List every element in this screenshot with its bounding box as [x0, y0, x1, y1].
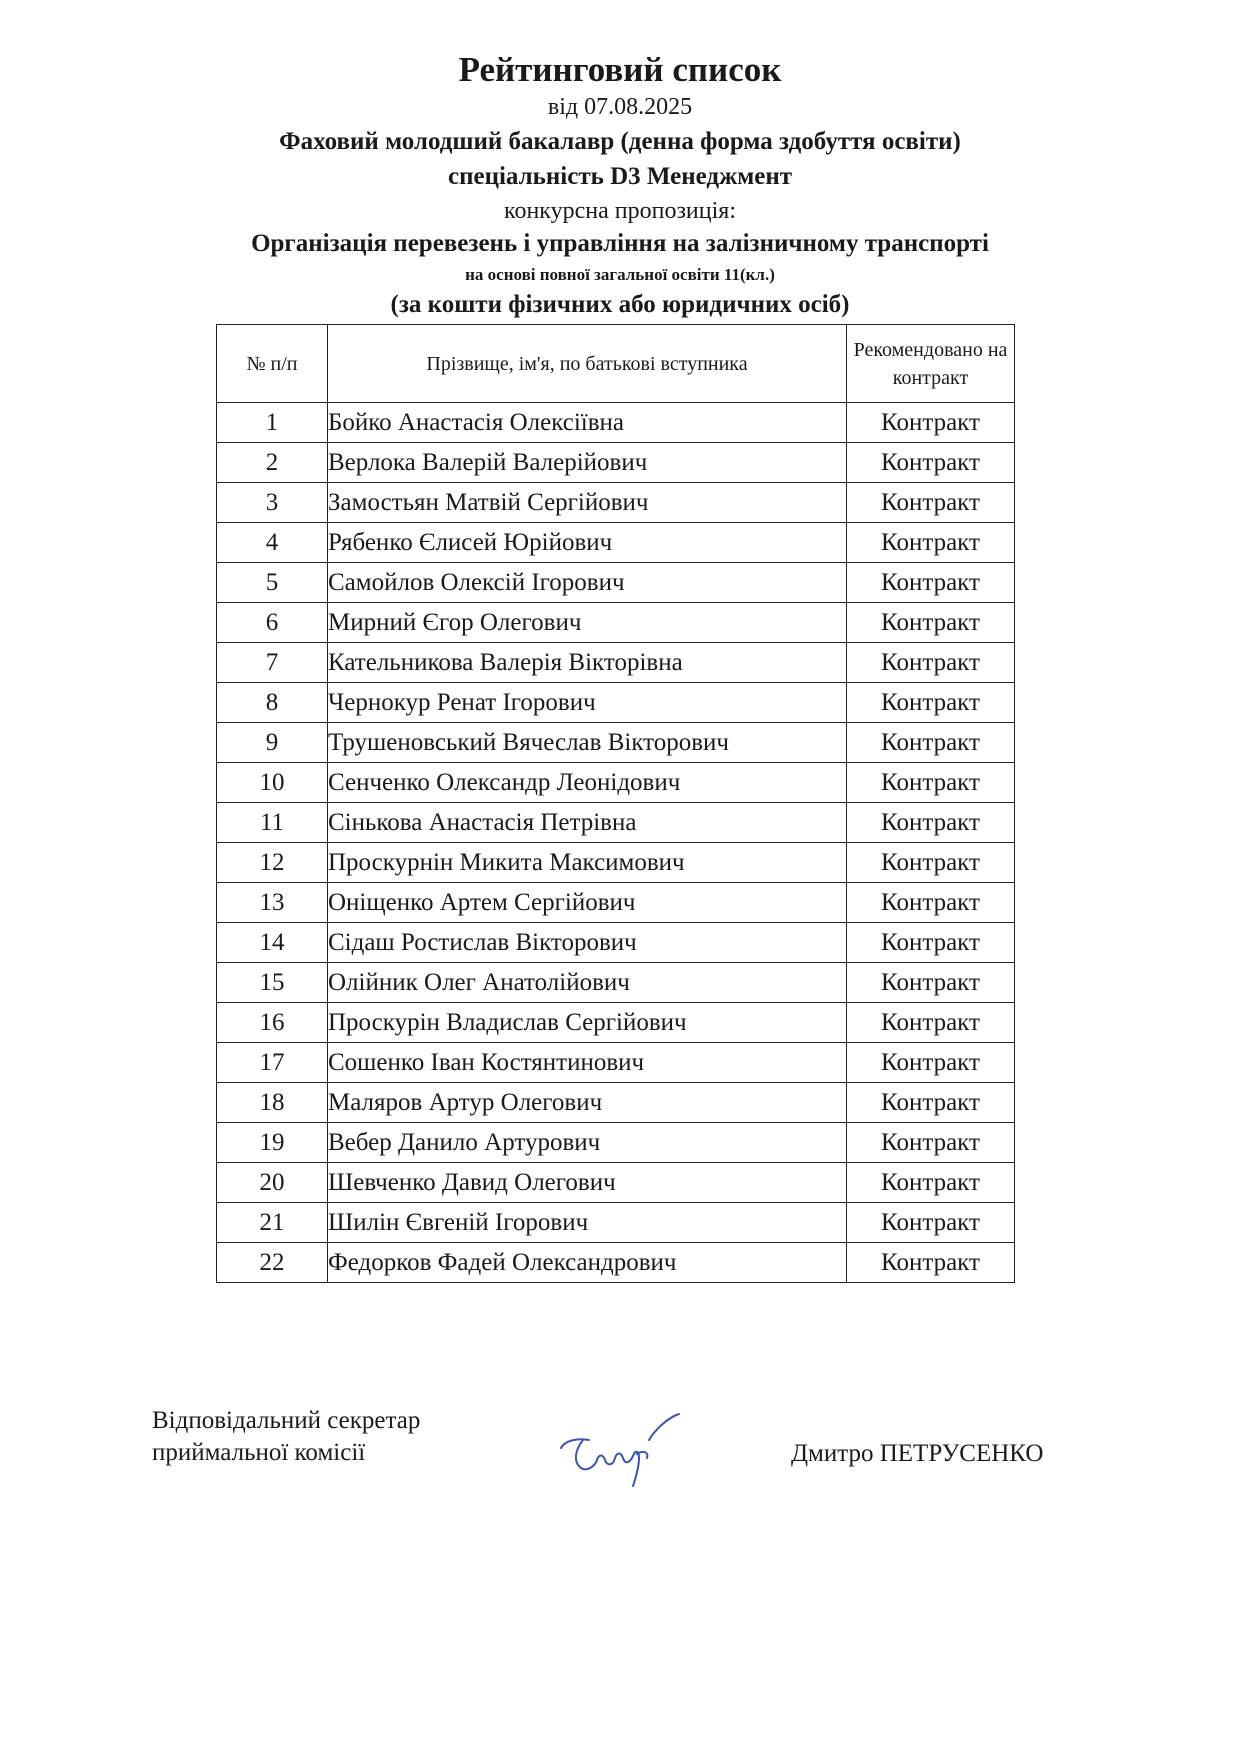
signatory-role: [152, 1405, 420, 1469]
recommendation: Контракт: [847, 563, 1015, 603]
education-basis: на основі повної загальної освіти 11(кл.): [465, 265, 775, 284]
applicant-name: Самойлов Олексій Ігорович: [328, 563, 847, 603]
recommendation: Контракт: [847, 923, 1015, 963]
applicant-name: Рябенко Єлисей Юрійович: [328, 523, 847, 563]
document-date: від 07.08.2025: [547, 94, 693, 120]
column-header-number: № п/п: [217, 325, 328, 403]
recommendation: Контракт: [847, 843, 1015, 883]
table-row: [217, 563, 1015, 603]
table-row: [217, 403, 1015, 443]
recommendation: Контракт: [847, 523, 1015, 563]
table-row: [217, 763, 1015, 803]
recommendation: Контракт: [847, 403, 1015, 443]
competitive-offer: Організація перевезень і управління на залізничному транспорті: [251, 230, 989, 257]
row-number: 13: [217, 883, 328, 923]
row-number: 22: [217, 1243, 328, 1283]
row-number: 16: [217, 1003, 328, 1043]
recommendation: Контракт: [847, 723, 1015, 763]
table-header-row: [217, 325, 1015, 403]
table-row: [217, 1083, 1015, 1123]
applicant-name: Проскурін Владислав Сергійович: [328, 1003, 847, 1043]
table-row: [217, 1203, 1015, 1243]
table-row: [217, 1003, 1015, 1043]
applicant-name: Замостьян Матвій Сергійович: [328, 483, 847, 523]
applicant-name: Шевченко Давид Олегович: [328, 1163, 847, 1203]
applicant-name: Сідаш Ростислав Вікторович: [328, 923, 847, 963]
applicant-name: Верлока Валерій Валерійович: [328, 443, 847, 483]
table-row: [217, 443, 1015, 483]
table-row: [217, 1243, 1015, 1283]
recommendation: Контракт: [847, 1043, 1015, 1083]
table-row: [217, 523, 1015, 563]
table-row: [217, 1043, 1015, 1083]
applicant-name: Кательникова Валерія Вікторівна: [328, 643, 847, 683]
recommendation: Контракт: [847, 963, 1015, 1003]
recommendation: Контракт: [847, 1163, 1015, 1203]
table-row: [217, 843, 1015, 883]
recommendation: Контракт: [847, 763, 1015, 803]
table-row: [217, 923, 1015, 963]
applicant-name: Чернокур Ренат Ігорович: [328, 683, 847, 723]
handwritten-signature: [553, 1410, 693, 1490]
recommendation: Контракт: [847, 1243, 1015, 1283]
applicant-name: Мирний Єгор Олегович: [328, 603, 847, 643]
recommendation: Контракт: [847, 1123, 1015, 1163]
row-number: 3: [217, 483, 328, 523]
applicant-name: Трушеновський Вячеслав Вікторович: [328, 723, 847, 763]
table-row: [217, 1163, 1015, 1203]
rating-table: [216, 324, 1015, 1283]
applicant-name: Проскурнін Микита Максимович: [328, 843, 847, 883]
recommendation: Контракт: [847, 603, 1015, 643]
row-number: 7: [217, 643, 328, 683]
applicant-name: Сенченко Олександр Леонідович: [328, 763, 847, 803]
applicant-name: Олійник Олег Анатолійович: [328, 963, 847, 1003]
row-number: 11: [217, 803, 328, 843]
page-title: Рейтинговий список: [458, 50, 782, 89]
row-number: 21: [217, 1203, 328, 1243]
recommendation: Контракт: [847, 483, 1015, 523]
column-header-name: Прізвище, ім'я, по батькові вступника: [328, 325, 847, 403]
row-number: 12: [217, 843, 328, 883]
row-number: 9: [217, 723, 328, 763]
row-number: 6: [217, 603, 328, 643]
table-row: [217, 483, 1015, 523]
specialty: спеціальність D3 Менеджмент: [447, 163, 793, 190]
table-row: [217, 723, 1015, 763]
recommendation: Контракт: [847, 1003, 1015, 1043]
table-row: [217, 963, 1015, 1003]
applicant-name: Вебер Данило Артурович: [328, 1123, 847, 1163]
row-number: 8: [217, 683, 328, 723]
applicant-name: Маляров Артур Олегович: [328, 1083, 847, 1123]
column-header-recommendation: Рекомендовано на контракт: [847, 325, 1015, 403]
row-number: 4: [217, 523, 328, 563]
row-number: 17: [217, 1043, 328, 1083]
education-level: Фаховий молодший бакалавр (денна форма здобуття освіти): [279, 128, 961, 155]
table-row: [217, 603, 1015, 643]
signatory-name: Дмитро ПЕТРУСЕНКО: [791, 1440, 1044, 1467]
funding-source: (за кошти фізичних або юридичних осіб): [390, 291, 850, 318]
row-number: 14: [217, 923, 328, 963]
recommendation: Контракт: [847, 883, 1015, 923]
recommendation: Контракт: [847, 683, 1015, 723]
table-row: [217, 1123, 1015, 1163]
row-number: 5: [217, 563, 328, 603]
row-number: 19: [217, 1123, 328, 1163]
recommendation: Контракт: [847, 643, 1015, 683]
applicant-name: Шилін Євгеній Ігорович: [328, 1203, 847, 1243]
row-number: 2: [217, 443, 328, 483]
row-number: 10: [217, 763, 328, 803]
row-number: 20: [217, 1163, 328, 1203]
table-row: [217, 683, 1015, 723]
applicant-name: Сінькова Анастасія Петрівна: [328, 803, 847, 843]
signatory-role-line2: приймальної комісії: [152, 1439, 366, 1466]
row-number: 1: [217, 403, 328, 443]
table-row: [217, 643, 1015, 683]
row-number: 18: [217, 1083, 328, 1123]
recommendation: Контракт: [847, 443, 1015, 483]
recommendation: Контракт: [847, 803, 1015, 843]
recommendation: Контракт: [847, 1203, 1015, 1243]
applicant-name: Сошенко Іван Костянтинович: [328, 1043, 847, 1083]
applicant-name: Федорков Фадей Олександрович: [328, 1243, 847, 1283]
applicant-name: Оніщенко Артем Сергійович: [328, 883, 847, 923]
applicant-name: Бойко Анастасія Олексіївна: [328, 403, 847, 443]
row-number: 15: [217, 963, 328, 1003]
table-row: [217, 883, 1015, 923]
recommendation: Контракт: [847, 1083, 1015, 1123]
signatory-role-line1: Відповідальний секретар: [152, 1407, 421, 1434]
offer-label: конкурсна пропозиція:: [504, 198, 736, 224]
table-row: [217, 803, 1015, 843]
